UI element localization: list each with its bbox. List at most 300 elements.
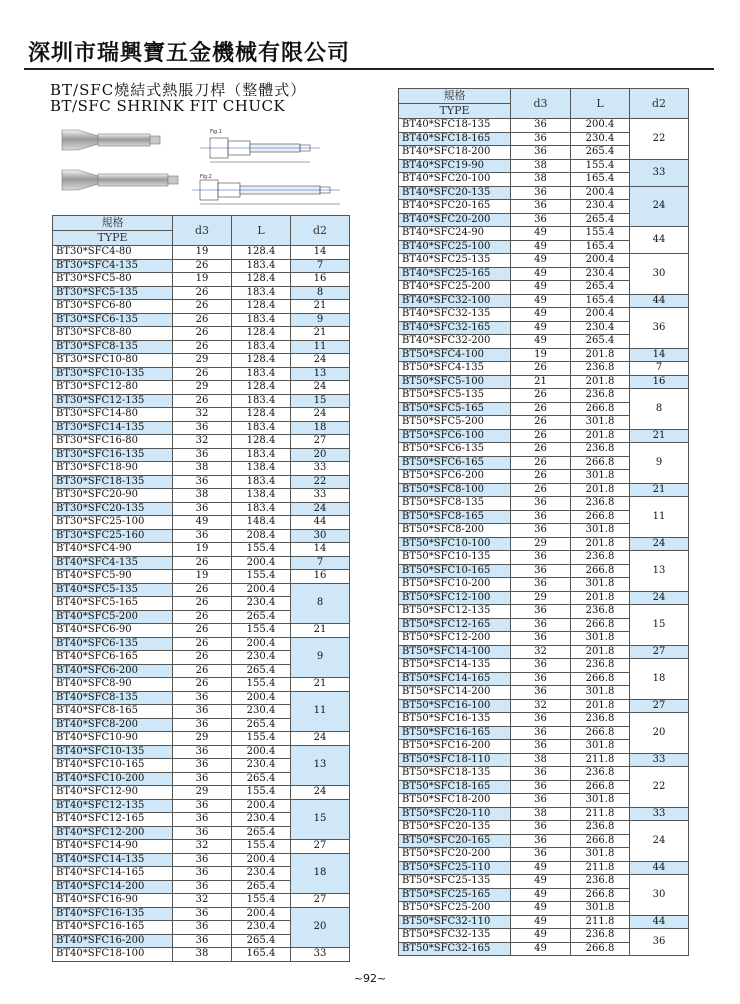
type-cell: BT40*SFC18-200: [399, 146, 511, 160]
d3-cell: 26: [173, 583, 232, 597]
d2-cell: 16: [630, 375, 689, 389]
d3-cell: 26: [511, 416, 571, 430]
d2-cell: 24: [291, 408, 350, 422]
d3-cell: 36: [511, 618, 571, 632]
l-cell: 201.8: [571, 591, 630, 605]
d3-cell: 49: [511, 915, 571, 929]
table-row: [399, 497, 689, 511]
d3-cell: 36: [173, 907, 232, 921]
type-cell: BT40*SFC14-165: [53, 867, 173, 881]
type-cell: BT50*SFC12-200: [399, 632, 511, 646]
d2-cell: 11: [291, 691, 350, 732]
table-row: [399, 227, 689, 241]
l-cell: 155.4: [232, 732, 291, 746]
d3-cell: 26: [173, 610, 232, 624]
l-cell: 201.8: [571, 483, 630, 497]
table-row: [399, 186, 689, 200]
d3-cell: 36: [173, 705, 232, 719]
l-cell: 266.8: [571, 672, 630, 686]
table-row: [399, 537, 689, 551]
d2-cell: 16: [291, 570, 350, 584]
table-row: [53, 502, 350, 516]
type-cell: BT40*SFC18-100: [53, 948, 173, 962]
d2-cell: 21: [291, 300, 350, 314]
d3-cell: 26: [173, 313, 232, 327]
d3-cell: 36: [511, 213, 571, 227]
type-cell: BT50*SFC20-200: [399, 848, 511, 862]
d2-cell: 44: [291, 516, 350, 530]
table-row: [53, 745, 350, 759]
table-row: [53, 286, 350, 300]
d3-cell: 36: [511, 726, 571, 740]
table-row: [53, 840, 350, 854]
l-cell: 155.4: [232, 678, 291, 692]
type-cell: BT40*SFC5-135: [53, 583, 173, 597]
type-cell: BT40*SFC6-200: [53, 664, 173, 678]
technical-drawing: [200, 129, 320, 162]
table-row: [53, 246, 350, 260]
company-name: 深圳市瑞興寶五金機械有限公司: [28, 41, 351, 66]
d2-cell: 11: [291, 340, 350, 354]
d3-cell: 36: [173, 718, 232, 732]
type-cell: BT50*SFC12-135: [399, 605, 511, 619]
table-row: [53, 421, 350, 435]
type-cell: BT40*SFC12-165: [53, 813, 173, 827]
d2-cell: 7: [291, 259, 350, 273]
d3-cell: 36: [511, 200, 571, 214]
column-header-type: TYPE: [53, 231, 173, 246]
type-cell: BT50*SFC25-110: [399, 861, 511, 875]
d2-cell: 44: [630, 915, 689, 929]
table-row: [53, 327, 350, 341]
l-cell: 266.8: [571, 780, 630, 794]
type-cell: BT50*SFC8-135: [399, 497, 511, 511]
table-row: [53, 367, 350, 381]
d3-cell: 32: [511, 699, 571, 713]
table-row: [53, 259, 350, 273]
type-cell: BT50*SFC32-110: [399, 915, 511, 929]
type-cell: BT40*SFC32-165: [399, 321, 511, 335]
type-cell: BT40*SFC18-135: [399, 119, 511, 133]
d3-cell: 32: [173, 435, 232, 449]
column-header-l: L: [232, 216, 291, 246]
l-cell: 301.8: [571, 686, 630, 700]
d2-cell: 11: [630, 497, 689, 538]
type-cell: BT30*SFC6-80: [53, 300, 173, 314]
l-cell: 138.4: [232, 462, 291, 476]
type-cell: BT50*SFC6-200: [399, 470, 511, 484]
l-cell: 128.4: [232, 300, 291, 314]
table-row: [399, 389, 689, 403]
d3-cell: 38: [511, 173, 571, 187]
table-row: [399, 753, 689, 767]
table-row: [53, 300, 350, 314]
d3-cell: 49: [511, 335, 571, 349]
type-cell: BT40*SFC5-200: [53, 610, 173, 624]
l-cell: 236.8: [571, 443, 630, 457]
d3-cell: 36: [173, 529, 232, 543]
d2-cell: 21: [291, 624, 350, 638]
table-row: [399, 254, 689, 268]
type-cell: BT30*SFC4-135: [53, 259, 173, 273]
type-cell: BT40*SFC19-90: [399, 159, 511, 173]
type-cell: BT40*SFC25-200: [399, 281, 511, 295]
type-cell: BT40*SFC20-165: [399, 200, 511, 214]
l-cell: 155.4: [232, 894, 291, 908]
type-cell: BT50*SFC14-135: [399, 659, 511, 673]
l-cell: 236.8: [571, 551, 630, 565]
header-rule: [24, 68, 714, 70]
d3-cell: 49: [511, 875, 571, 889]
l-cell: 301.8: [571, 470, 630, 484]
table-row: [399, 605, 689, 619]
l-cell: 200.4: [232, 907, 291, 921]
type-cell: BT50*SFC5-100: [399, 375, 511, 389]
table-row: [53, 691, 350, 705]
d2-cell: 30: [630, 254, 689, 295]
d3-cell: 36: [511, 497, 571, 511]
l-cell: 265.4: [571, 335, 630, 349]
d3-cell: 49: [511, 929, 571, 943]
d3-cell: 36: [173, 421, 232, 435]
d3-cell: 26: [173, 637, 232, 651]
d2-cell: 8: [291, 286, 350, 300]
d3-cell: 49: [511, 942, 571, 956]
l-cell: 128.4: [232, 246, 291, 260]
d3-cell: 26: [511, 470, 571, 484]
d2-cell: 16: [291, 273, 350, 287]
d3-cell: 49: [511, 308, 571, 322]
d2-cell: 33: [630, 807, 689, 821]
table-row: [399, 375, 689, 389]
d3-cell: 36: [511, 713, 571, 727]
d3-cell: 36: [173, 448, 232, 462]
table-row: [399, 119, 689, 133]
d3-cell: 36: [173, 759, 232, 773]
d3-cell: 36: [511, 564, 571, 578]
l-cell: 265.4: [571, 146, 630, 160]
type-cell: BT50*SFC16-200: [399, 740, 511, 754]
d3-cell: 36: [511, 672, 571, 686]
l-cell: 236.8: [571, 362, 630, 376]
d2-cell: 22: [291, 475, 350, 489]
d3-cell: 26: [173, 259, 232, 273]
table-row: [53, 489, 350, 503]
d3-cell: 36: [511, 119, 571, 133]
d3-cell: 29: [173, 786, 232, 800]
d3-cell: 29: [511, 591, 571, 605]
d2-cell: 24: [630, 537, 689, 551]
d3-cell: 36: [173, 921, 232, 935]
d3-cell: 38: [173, 948, 232, 962]
type-cell: BT40*SFC32-100: [399, 294, 511, 308]
l-cell: 165.4: [232, 948, 291, 962]
table-row: [399, 159, 689, 173]
type-cell: BT40*SFC14-135: [53, 853, 173, 867]
d2-cell: 9: [291, 313, 350, 327]
l-cell: 230.4: [232, 921, 291, 935]
d3-cell: 19: [173, 570, 232, 584]
d3-cell: 36: [173, 502, 232, 516]
d2-cell: 20: [291, 448, 350, 462]
type-cell: BT40*SFC6-165: [53, 651, 173, 665]
product-title-english: BT/SFC SHRINK FIT CHUCK: [50, 97, 286, 115]
l-cell: 265.4: [571, 281, 630, 295]
l-cell: 266.8: [571, 564, 630, 578]
d3-cell: 36: [511, 659, 571, 673]
type-cell: BT40*SFC6-135: [53, 637, 173, 651]
d2-cell: 18: [291, 853, 350, 894]
type-cell: BT50*SFC8-100: [399, 483, 511, 497]
l-cell: 138.4: [232, 489, 291, 503]
l-cell: 236.8: [571, 389, 630, 403]
d3-cell: 36: [511, 605, 571, 619]
d3-cell: 26: [173, 327, 232, 341]
d2-cell: 24: [630, 591, 689, 605]
l-cell: 236.8: [571, 767, 630, 781]
l-cell: 230.4: [232, 759, 291, 773]
type-cell: BT50*SFC16-165: [399, 726, 511, 740]
l-cell: 230.4: [232, 651, 291, 665]
d3-cell: 49: [511, 227, 571, 241]
type-cell: BT50*SFC10-165: [399, 564, 511, 578]
d3-cell: 26: [173, 286, 232, 300]
type-cell: BT50*SFC14-165: [399, 672, 511, 686]
d3-cell: 26: [511, 429, 571, 443]
l-cell: 201.8: [571, 699, 630, 713]
table-row: [53, 543, 350, 557]
l-cell: 266.8: [571, 942, 630, 956]
d3-cell: 36: [511, 146, 571, 160]
type-cell: BT50*SFC25-135: [399, 875, 511, 889]
type-cell: BT40*SFC4-90: [53, 543, 173, 557]
l-cell: 200.4: [232, 556, 291, 570]
type-cell: BT50*SFC18-135: [399, 767, 511, 781]
l-cell: 200.4: [232, 691, 291, 705]
d3-cell: 26: [173, 300, 232, 314]
d2-cell: 24: [291, 354, 350, 368]
type-cell: BT50*SFC18-165: [399, 780, 511, 794]
table-row: [53, 786, 350, 800]
l-cell: 183.4: [232, 475, 291, 489]
l-cell: 200.4: [571, 186, 630, 200]
d3-cell: 36: [511, 510, 571, 524]
type-cell: BT50*SFC10-200: [399, 578, 511, 592]
type-cell: BT40*SFC8-90: [53, 678, 173, 692]
type-cell: BT40*SFC32-200: [399, 335, 511, 349]
d3-cell: 36: [173, 880, 232, 894]
type-cell: BT40*SFC16-200: [53, 934, 173, 948]
d2-cell: 36: [630, 308, 689, 349]
d2-cell: 8: [630, 389, 689, 430]
l-cell: 200.4: [232, 799, 291, 813]
type-cell: BT40*SFC14-90: [53, 840, 173, 854]
type-cell: BT50*SFC12-165: [399, 618, 511, 632]
d3-cell: 32: [173, 894, 232, 908]
type-cell: BT50*SFC14-200: [399, 686, 511, 700]
l-cell: 301.8: [571, 848, 630, 862]
l-cell: 200.4: [232, 853, 291, 867]
d3-cell: 36: [511, 686, 571, 700]
l-cell: 266.8: [571, 510, 630, 524]
l-cell: 236.8: [571, 875, 630, 889]
type-cell: BT30*SFC12-80: [53, 381, 173, 395]
type-cell: BT50*SFC5-165: [399, 402, 511, 416]
type-cell: BT40*SFC20-135: [399, 186, 511, 200]
d3-cell: 26: [173, 664, 232, 678]
l-cell: 155.4: [232, 786, 291, 800]
svg-text:Fig.2: Fig.2: [200, 174, 212, 180]
d3-cell: 26: [511, 402, 571, 416]
table-row: [399, 875, 689, 889]
l-cell: 301.8: [571, 524, 630, 538]
d3-cell: 36: [173, 745, 232, 759]
table-row: [53, 408, 350, 422]
type-cell: BT30*SFC8-80: [53, 327, 173, 341]
d3-cell: 36: [173, 772, 232, 786]
column-header-d2: d2: [630, 89, 689, 119]
d3-cell: 36: [173, 813, 232, 827]
l-cell: 165.4: [571, 173, 630, 187]
l-cell: 266.8: [571, 888, 630, 902]
d2-cell: 18: [291, 421, 350, 435]
type-cell: BT50*SFC12-100: [399, 591, 511, 605]
d2-cell: 9: [291, 637, 350, 678]
l-cell: 236.8: [571, 821, 630, 835]
d2-cell: 15: [291, 799, 350, 840]
type-cell: BT50*SFC5-200: [399, 416, 511, 430]
d2-cell: 22: [630, 119, 689, 160]
type-cell: BT50*SFC20-135: [399, 821, 511, 835]
l-cell: 128.4: [232, 354, 291, 368]
table-row: [399, 429, 689, 443]
type-cell: BT40*SFC16-90: [53, 894, 173, 908]
type-cell: BT40*SFC25-165: [399, 267, 511, 281]
table-row: [399, 645, 689, 659]
d3-cell: 36: [511, 551, 571, 565]
l-cell: 200.4: [232, 637, 291, 651]
d2-cell: 36: [630, 929, 689, 956]
d2-cell: 44: [630, 227, 689, 254]
l-cell: 265.4: [232, 610, 291, 624]
l-cell: 230.4: [232, 705, 291, 719]
table-row: [53, 799, 350, 813]
l-cell: 230.4: [232, 867, 291, 881]
d3-cell: 36: [173, 853, 232, 867]
l-cell: 230.4: [571, 267, 630, 281]
d3-cell: 19: [173, 273, 232, 287]
table-row: [399, 929, 689, 943]
d3-cell: 36: [173, 867, 232, 881]
l-cell: 211.8: [571, 915, 630, 929]
type-cell: BT50*SFC20-110: [399, 807, 511, 821]
l-cell: 265.4: [232, 772, 291, 786]
type-cell: BT30*SFC8-135: [53, 340, 173, 354]
type-cell: BT50*SFC4-135: [399, 362, 511, 376]
d3-cell: 26: [511, 362, 571, 376]
column-header-spec: 規格: [53, 216, 173, 231]
d2-cell: 7: [630, 362, 689, 376]
d3-cell: 36: [173, 934, 232, 948]
d3-cell: 36: [511, 780, 571, 794]
l-cell: 301.8: [571, 794, 630, 808]
type-cell: BT50*SFC8-200: [399, 524, 511, 538]
d3-cell: 32: [173, 840, 232, 854]
l-cell: 165.4: [571, 294, 630, 308]
table-row: [53, 354, 350, 368]
type-cell: BT30*SFC6-135: [53, 313, 173, 327]
d3-cell: 32: [511, 645, 571, 659]
product-title-chinese: BT/SFC燒結式熱脹刀桿（整體式）: [50, 81, 307, 99]
d3-cell: 36: [511, 767, 571, 781]
type-cell: BT40*SFC8-200: [53, 718, 173, 732]
d2-cell: 33: [291, 489, 350, 503]
table-row: [53, 462, 350, 476]
d3-cell: 26: [173, 367, 232, 381]
l-cell: 165.4: [571, 240, 630, 254]
type-cell: BT50*SFC10-100: [399, 537, 511, 551]
column-header-type: TYPE: [399, 104, 511, 119]
d3-cell: 36: [511, 186, 571, 200]
d3-cell: 38: [511, 159, 571, 173]
table-row: [399, 591, 689, 605]
type-cell: BT50*SFC4-100: [399, 348, 511, 362]
l-cell: 155.4: [232, 570, 291, 584]
d3-cell: 38: [511, 753, 571, 767]
column-header-l: L: [571, 89, 630, 119]
l-cell: 200.4: [232, 745, 291, 759]
d3-cell: 26: [173, 624, 232, 638]
d3-cell: 26: [173, 340, 232, 354]
column-header-d3: d3: [511, 89, 571, 119]
table-row: [399, 713, 689, 727]
d2-cell: 24: [291, 732, 350, 746]
type-cell: BT40*SFC8-135: [53, 691, 173, 705]
d2-cell: 24: [291, 502, 350, 516]
d2-cell: 14: [291, 543, 350, 557]
l-cell: 266.8: [571, 402, 630, 416]
d2-cell: 7: [291, 556, 350, 570]
l-cell: 301.8: [571, 740, 630, 754]
d2-cell: 24: [630, 186, 689, 227]
d2-cell: 30: [291, 529, 350, 543]
type-cell: BT40*SFC4-135: [53, 556, 173, 570]
d3-cell: 36: [511, 132, 571, 146]
type-cell: BT50*SFC10-135: [399, 551, 511, 565]
table-row: [399, 659, 689, 673]
l-cell: 155.4: [232, 840, 291, 854]
table-row: [399, 551, 689, 565]
d3-cell: 26: [511, 483, 571, 497]
d2-cell: 22: [630, 767, 689, 808]
l-cell: 155.4: [571, 159, 630, 173]
type-cell: BT30*SFC5-135: [53, 286, 173, 300]
l-cell: 128.4: [232, 408, 291, 422]
l-cell: 148.4: [232, 516, 291, 530]
type-cell: BT50*SFC6-100: [399, 429, 511, 443]
type-cell: BT40*SFC24-90: [399, 227, 511, 241]
page-number: ~92~: [353, 972, 387, 985]
d2-cell: 33: [630, 159, 689, 186]
type-cell: BT30*SFC20-135: [53, 502, 173, 516]
column-header-spec: 規格: [399, 89, 511, 104]
l-cell: 265.4: [571, 213, 630, 227]
d3-cell: 26: [173, 394, 232, 408]
l-cell: 201.8: [571, 348, 630, 362]
table-row: [53, 948, 350, 962]
table-row: [53, 394, 350, 408]
table-row: [53, 475, 350, 489]
